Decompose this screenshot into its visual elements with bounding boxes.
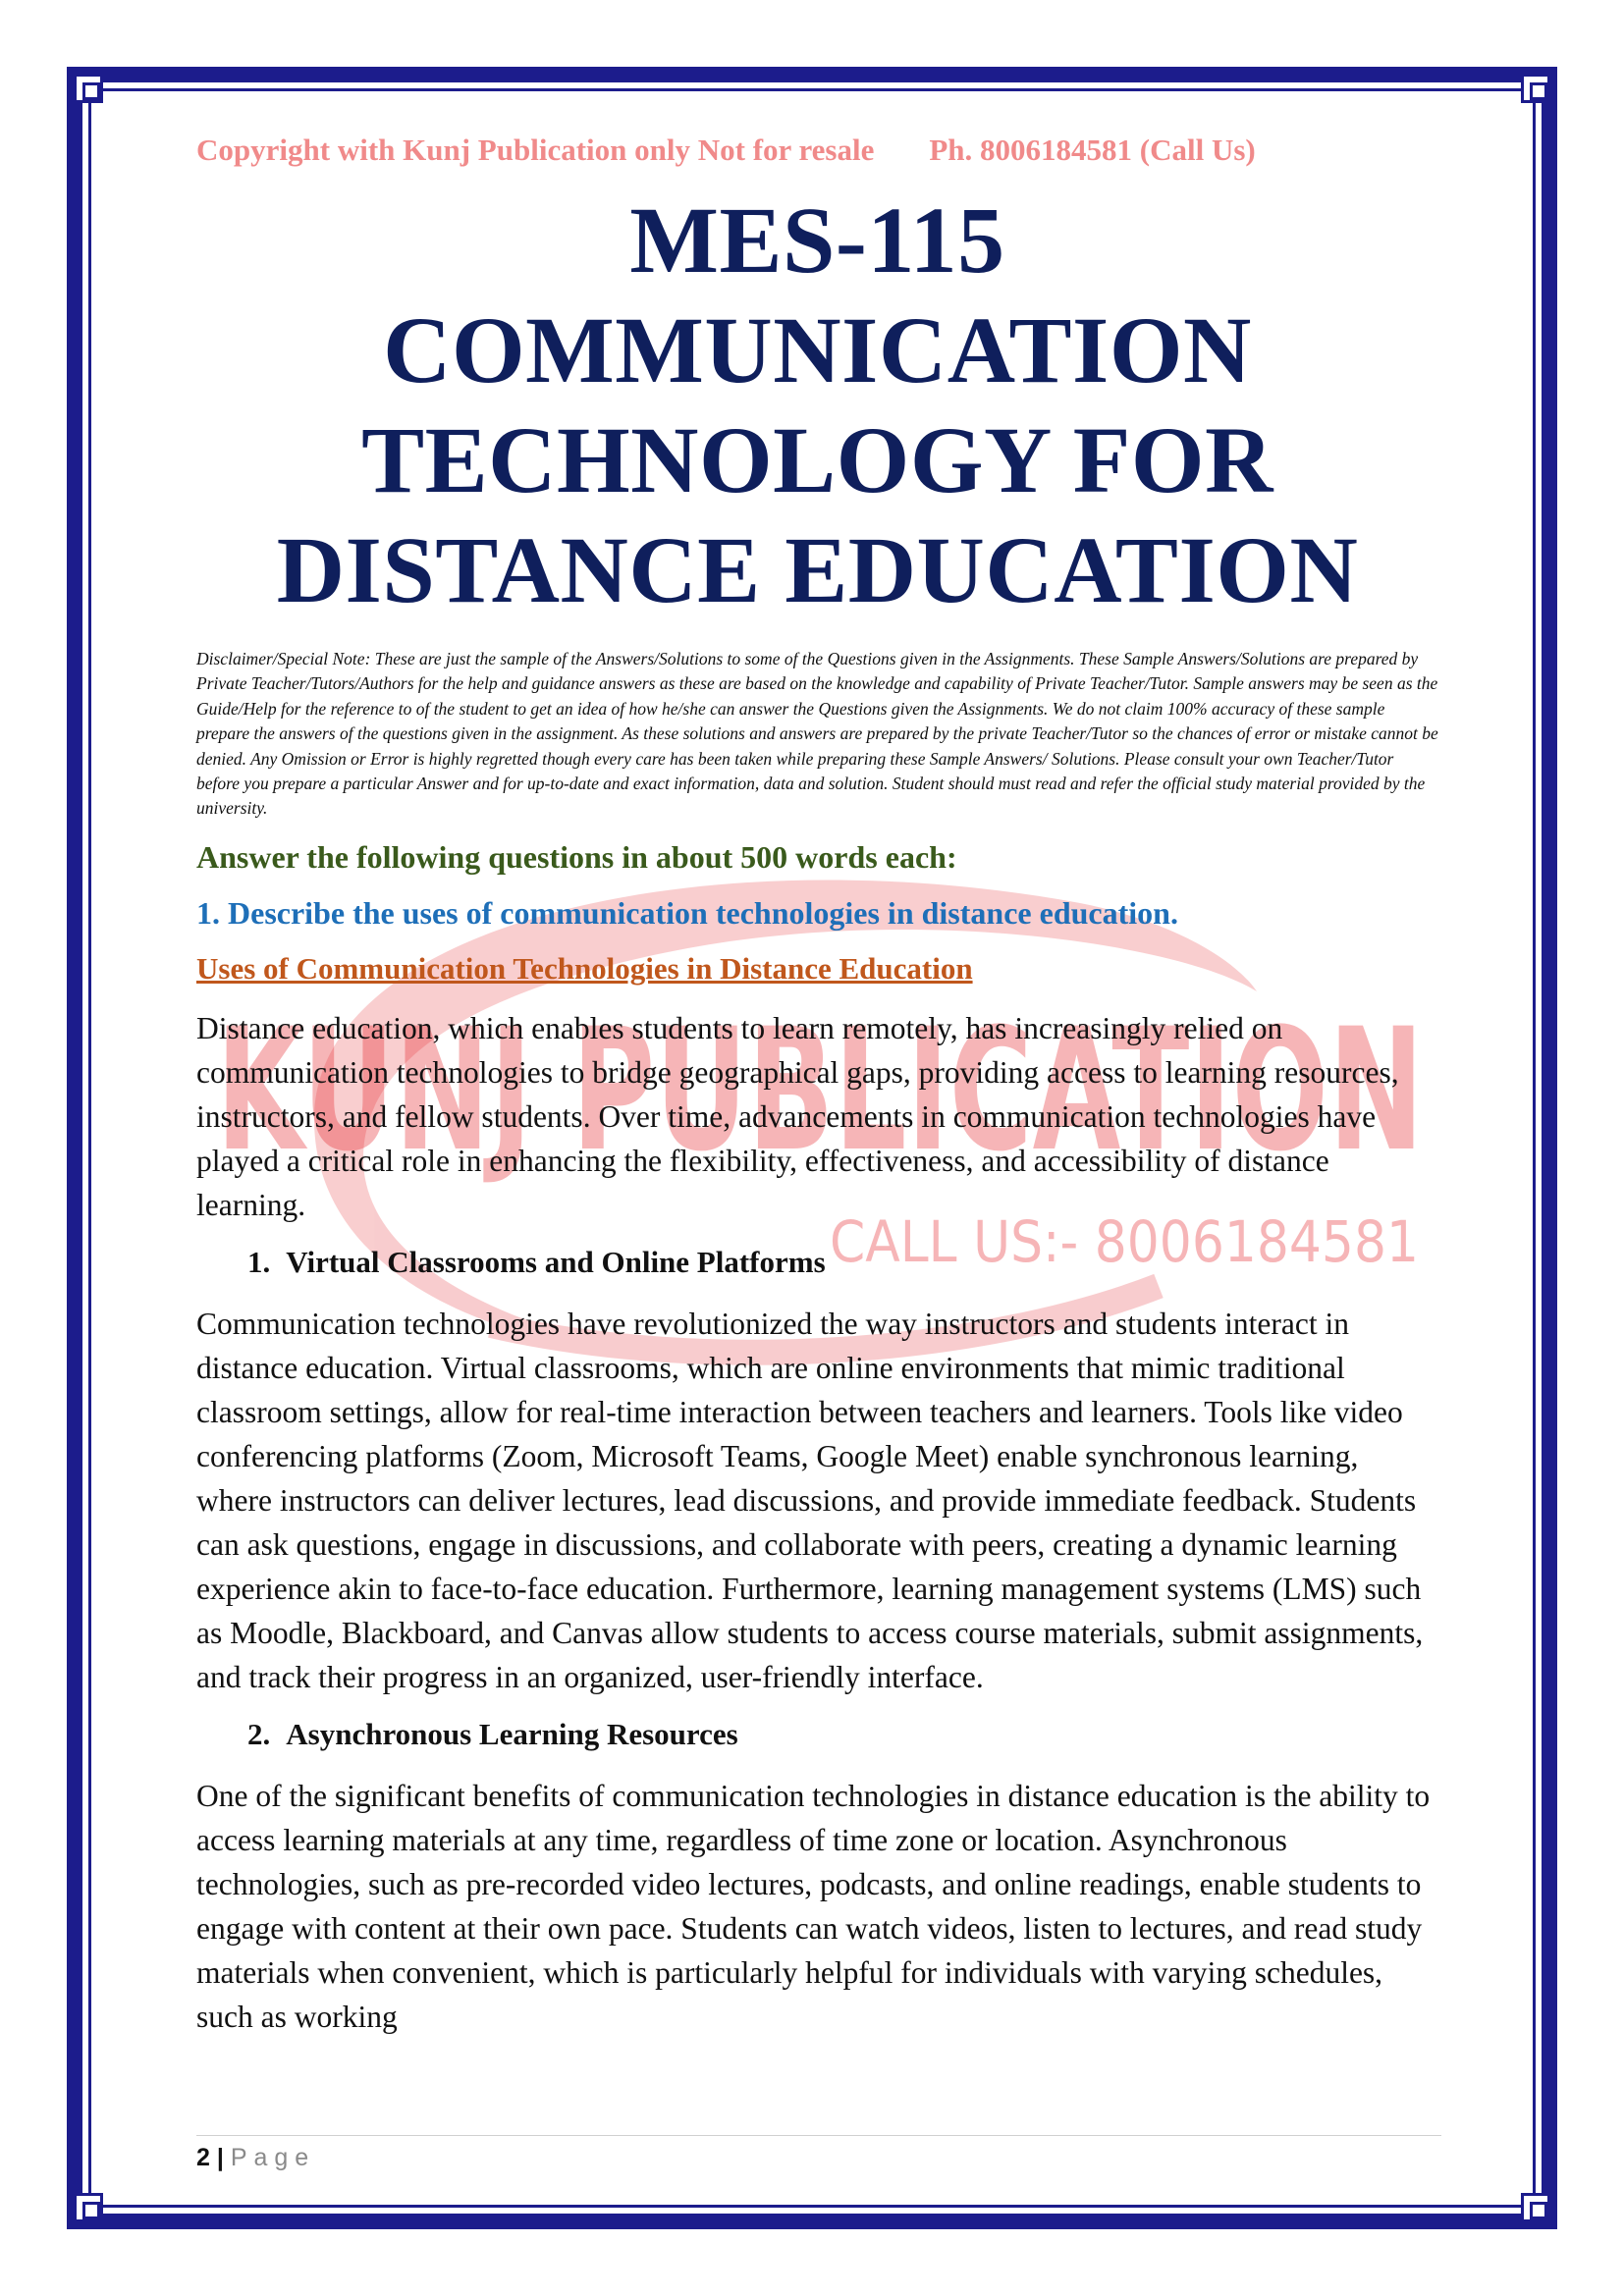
intro-paragraph: Distance education, which enables students to learn remotely, has increasingly relied on communication technologies to bridge geographical gaps, providing access to learning resources, instructors, and fellow students. Over time, advancements in communication technologies have played a critical role in enhancing the flexibility, effectiveness, and accessibility of distance learning. [196,1010,1399,1222]
page-number: 2 [196,2144,210,2171]
section-number: 1. [247,1244,271,1279]
question-heading: 1. Describe the uses of communication technologies in distance education. [196,894,1178,931]
border-corner-ornament [74,2193,103,2222]
instruction-heading: Answer the following questions in about 500 words each: [196,838,957,875]
title-line: TECHNOLOGY FOR [361,407,1273,512]
watermark-call: CALL US:- 8006184581 [830,1208,1419,1275]
answer-subheading: Uses of Communication Technologies in Distance Education [196,950,973,986]
copyright-notice: Copyright with Kunj Publication only Not for resale [196,133,875,167]
section-heading [247,1245,1438,1280]
section-heading [247,1717,1438,1752]
title-line: DISTANCE EDUCATION [276,517,1359,622]
section-title: Asynchronous Learning Resources [286,1716,738,1751]
section-number: 2. [247,1716,271,1751]
page-content [196,133,1438,2056]
watermark-brand: KUNJ PUBLICATION [216,991,1424,1189]
border-corner-ornament [74,74,103,103]
page-label: Page [230,2144,316,2171]
page-footer [196,2144,315,2172]
copyright-header [196,133,1438,168]
border-corner-ornament [1521,2193,1550,2222]
section-paragraph: One of the significant benefits of communication technologies in distance education is the ability to access learning materials at any time, regardless of time zone or location. Asynchronous technologies, such as pre-recorded video lectures, podcasts, and online readings, enable students to engage with content at their own pace. Students can watch videos, listen to lectures, and read study materials when convenient, which is particularly helpful for individuals with varying schedules, such as working [196,1778,1431,2034]
footer-separator: | [216,2144,224,2171]
section-title: Virtual Classrooms and Online Platforms [286,1244,826,1279]
border-corner-ornament [1521,74,1550,103]
contact-phone: Ph. 8006184581 (Call Us) [929,133,1256,167]
section-paragraph: Communication technologies have revolutionized the way instructors and students interact in distance education. Virtual classrooms, which are online environments that mimic traditional classroom settings, allow for real-time interaction between teachers and learners. Tools like video conferencing platforms (Zoom, Microsoft Teams, Google Meet) enable synchronous learning, where instructors can deliver lectures, lead discussions, and provide immediate feedback. Students can ask questions, engage in discussions, and collaborate with peers, creating a dynamic learning experience akin to face-to-face education. Furthermore, learning management systems (LMS) such as Moodle, Blackboard, and Canvas allow students to access course materials, submit assignments, and track their progress in an organized, user-friendly interface. [196,1306,1424,1694]
disclaimer-note: Disclaimer/Special Note: These are just the sample of the Answers/Solutions to some of the Questions given in the Assignments. These Sample Answers/Solutions are prepared by Private Teacher/Tutors/Authors for the help and guidance answers as these are based on the knowledge and capability of Private Teacher/Tutor. Sample answers may be seen as the Guide/Help for the reference to of the student to get an idea of how he/she can answer the Questions given the Assignments. We do not claim 100% accuracy of these sample prepare the answers of the questions given in the assignment. As these solutions and answers are prepared by the private Teacher/Tutor so the chances of error or mistake cannot be denied. Any Omission or Error is highly regretted though every care has been taken while preparing these Sample Answers/ Solutions. Please consult your own Teacher/Tutor before you prepare a particular Answer and for up-to-date and exact information, data and solution. Student should must read and refer the official study material provided by the university. [196,649,1438,819]
document-title [196,186,1438,625]
title-line: MES-115 COMMUNICATION [383,187,1252,402]
footer-divider [196,2135,1441,2136]
